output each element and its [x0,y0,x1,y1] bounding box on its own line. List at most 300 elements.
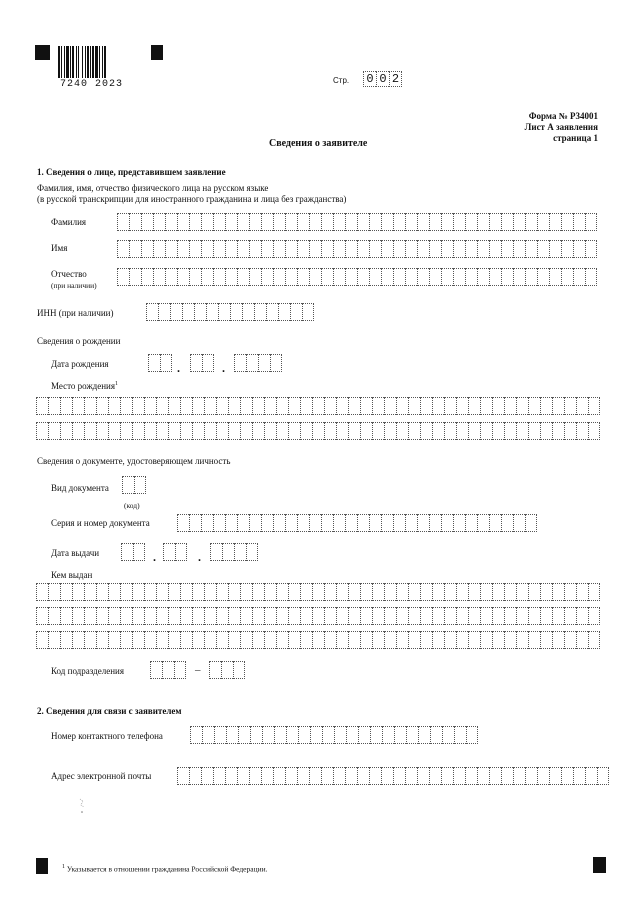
char-cell[interactable] [432,397,444,415]
char-cell[interactable] [240,422,252,440]
char-cell[interactable] [204,422,216,440]
char-cell[interactable] [465,240,477,258]
char-cell[interactable] [216,607,228,625]
char-cell[interactable] [261,268,273,286]
char-cell[interactable] [540,631,552,649]
char-cell[interactable] [381,268,393,286]
char-cell[interactable] [228,607,240,625]
char-cell[interactable] [141,240,153,258]
char-cell[interactable] [573,240,585,258]
char-cell[interactable] [525,514,537,532]
char-cell[interactable] [261,213,273,231]
char-cell[interactable] [48,583,60,601]
char-cell[interactable] [170,303,182,321]
char-cell[interactable] [372,397,384,415]
char-cell[interactable] [240,631,252,649]
char-cell[interactable] [501,240,513,258]
char-cell[interactable] [201,514,213,532]
char-cell[interactable] [225,514,237,532]
char-cell[interactable] [108,631,120,649]
char-cell[interactable] [441,268,453,286]
char-cell[interactable] [297,268,309,286]
char-cell[interactable] [190,354,202,372]
char-cell[interactable] [288,422,300,440]
char-cell[interactable] [117,240,129,258]
char-cell[interactable] [96,422,108,440]
phone-field[interactable] [190,726,478,744]
char-cell[interactable] [420,631,432,649]
char-cell[interactable] [321,268,333,286]
char-cell[interactable] [549,767,561,785]
char-cell[interactable] [576,631,588,649]
char-cell[interactable] [233,661,245,679]
char-cell[interactable] [249,268,261,286]
char-cell[interactable] [213,240,225,258]
char-cell[interactable] [441,767,453,785]
char-cell[interactable] [501,514,513,532]
char-cell[interactable] [369,240,381,258]
char-cell[interactable] [552,583,564,601]
char-cell[interactable] [175,543,187,561]
char-cell[interactable] [585,240,597,258]
char-cell[interactable] [158,303,170,321]
char-cell[interactable] [489,268,501,286]
char-cell[interactable] [492,583,504,601]
char-cell[interactable] [489,213,501,231]
char-cell[interactable] [453,268,465,286]
char-cell[interactable] [189,767,201,785]
birth-year-field[interactable] [234,354,282,372]
char-cell[interactable] [321,514,333,532]
char-cell[interactable] [225,767,237,785]
char-cell[interactable] [336,631,348,649]
char-cell[interactable] [561,240,573,258]
char-cell[interactable] [322,726,334,744]
char-cell[interactable] [252,397,264,415]
char-cell[interactable] [273,268,285,286]
char-cell[interactable] [384,397,396,415]
char-cell[interactable] [202,354,214,372]
char-cell[interactable] [456,607,468,625]
char-cell[interactable] [286,726,298,744]
char-cell[interactable] [537,213,549,231]
char-cell[interactable] [120,607,132,625]
char-cell[interactable] [564,422,576,440]
char-cell[interactable] [417,767,429,785]
char-cell[interactable] [552,397,564,415]
char-cell[interactable] [453,767,465,785]
issued-by-field-line3[interactable] [36,631,600,649]
char-cell[interactable] [216,397,228,415]
char-cell[interactable] [276,631,288,649]
char-cell[interactable] [588,422,600,440]
char-cell[interactable] [372,583,384,601]
char-cell[interactable] [117,213,129,231]
char-cell[interactable] [262,726,274,744]
char-cell[interactable] [406,726,418,744]
char-cell[interactable] [264,583,276,601]
char-cell[interactable] [540,397,552,415]
char-cell[interactable] [552,631,564,649]
char-cell[interactable] [300,631,312,649]
char-cell[interactable] [453,514,465,532]
char-cell[interactable] [252,422,264,440]
char-cell[interactable] [192,583,204,601]
char-cell[interactable] [310,726,322,744]
char-cell[interactable] [216,631,228,649]
char-cell[interactable] [456,583,468,601]
issue-day-field[interactable] [121,543,145,561]
char-cell[interactable] [417,514,429,532]
issue-month-field[interactable] [163,543,187,561]
char-cell[interactable] [405,514,417,532]
char-cell[interactable] [441,240,453,258]
char-cell[interactable] [266,303,278,321]
char-cell[interactable] [201,268,213,286]
char-cell[interactable] [516,397,528,415]
char-cell[interactable] [60,607,72,625]
char-cell[interactable] [357,767,369,785]
char-cell[interactable] [108,422,120,440]
char-cell[interactable] [84,631,96,649]
char-cell[interactable] [585,268,597,286]
char-cell[interactable] [300,422,312,440]
char-cell[interactable] [252,631,264,649]
char-cell[interactable] [477,240,489,258]
char-cell[interactable] [285,514,297,532]
char-cell[interactable] [121,543,133,561]
char-cell[interactable] [309,240,321,258]
char-cell[interactable] [501,268,513,286]
char-cell[interactable] [297,514,309,532]
char-cell[interactable] [177,767,189,785]
char-cell[interactable] [312,631,324,649]
char-cell[interactable] [489,767,501,785]
char-cell[interactable] [441,213,453,231]
char-cell[interactable] [36,397,48,415]
char-cell[interactable] [261,767,273,785]
char-cell[interactable] [168,583,180,601]
char-cell[interactable] [48,422,60,440]
char-cell[interactable] [418,726,430,744]
char-cell[interactable] [477,268,489,286]
char-cell[interactable] [204,583,216,601]
char-cell[interactable] [564,583,576,601]
char-cell[interactable] [201,240,213,258]
char-cell[interactable] [132,583,144,601]
char-cell[interactable] [441,514,453,532]
char-cell[interactable] [192,422,204,440]
char-cell[interactable] [261,240,273,258]
char-cell[interactable] [274,726,286,744]
char-cell[interactable] [237,514,249,532]
char-cell[interactable] [430,726,442,744]
char-cell[interactable] [180,583,192,601]
char-cell[interactable] [168,607,180,625]
char-cell[interactable] [249,240,261,258]
char-cell[interactable] [468,422,480,440]
char-cell[interactable] [214,726,226,744]
char-cell[interactable] [182,303,194,321]
char-cell[interactable] [222,543,234,561]
char-cell[interactable] [216,583,228,601]
char-cell[interactable] [370,726,382,744]
char-cell[interactable] [513,240,525,258]
char-cell[interactable] [297,767,309,785]
char-cell[interactable] [288,631,300,649]
char-cell[interactable] [444,397,456,415]
char-cell[interactable] [454,726,466,744]
char-cell[interactable] [393,240,405,258]
char-cell[interactable] [276,583,288,601]
char-cell[interactable] [516,583,528,601]
char-cell[interactable] [168,631,180,649]
char-cell[interactable] [192,607,204,625]
char-cell[interactable] [238,726,250,744]
char-cell[interactable] [108,607,120,625]
char-cell[interactable] [300,583,312,601]
char-cell[interactable] [213,767,225,785]
char-cell[interactable] [273,213,285,231]
char-cell[interactable] [348,397,360,415]
char-cell[interactable] [180,397,192,415]
char-cell[interactable] [456,397,468,415]
birth-day-field[interactable] [148,354,172,372]
char-cell[interactable] [228,631,240,649]
char-cell[interactable] [288,607,300,625]
char-cell[interactable] [144,583,156,601]
char-cell[interactable] [396,397,408,415]
char-cell[interactable] [528,397,540,415]
char-cell[interactable] [285,268,297,286]
char-cell[interactable] [417,240,429,258]
char-cell[interactable] [60,631,72,649]
char-cell[interactable] [156,422,168,440]
char-cell[interactable] [324,422,336,440]
char-cell[interactable] [492,422,504,440]
char-cell[interactable] [357,514,369,532]
char-cell[interactable] [240,583,252,601]
char-cell[interactable] [405,268,417,286]
char-cell[interactable] [117,268,129,286]
char-cell[interactable] [84,397,96,415]
char-cell[interactable] [405,213,417,231]
char-cell[interactable] [444,607,456,625]
char-cell[interactable] [144,607,156,625]
char-cell[interactable] [150,661,162,679]
char-cell[interactable] [468,583,480,601]
char-cell[interactable] [156,631,168,649]
char-cell[interactable] [573,767,585,785]
char-cell[interactable] [358,726,370,744]
char-cell[interactable] [348,583,360,601]
char-cell[interactable] [513,213,525,231]
char-cell[interactable] [264,422,276,440]
char-cell[interactable] [528,422,540,440]
char-cell[interactable] [345,240,357,258]
char-cell[interactable] [324,583,336,601]
char-cell[interactable] [468,607,480,625]
char-cell[interactable] [324,607,336,625]
char-cell[interactable] [309,268,321,286]
char-cell[interactable] [394,726,406,744]
char-cell[interactable] [504,631,516,649]
char-cell[interactable] [369,767,381,785]
char-cell[interactable] [405,767,417,785]
char-cell[interactable] [36,631,48,649]
char-cell[interactable] [84,583,96,601]
char-cell[interactable] [225,268,237,286]
char-cell[interactable] [60,397,72,415]
char-cell[interactable] [210,543,222,561]
char-cell[interactable] [588,631,600,649]
char-cell[interactable] [357,213,369,231]
char-cell[interactable] [588,397,600,415]
char-cell[interactable] [480,631,492,649]
char-cell[interactable] [309,767,321,785]
char-cell[interactable] [177,213,189,231]
char-cell[interactable] [573,268,585,286]
char-cell[interactable] [129,213,141,231]
char-cell[interactable] [465,767,477,785]
char-cell[interactable] [372,422,384,440]
char-cell[interactable] [156,397,168,415]
char-cell[interactable] [576,607,588,625]
char-cell[interactable] [230,303,242,321]
char-cell[interactable] [264,631,276,649]
char-cell[interactable] [72,422,84,440]
char-cell[interactable] [189,514,201,532]
char-cell[interactable] [465,514,477,532]
char-cell[interactable] [432,422,444,440]
char-cell[interactable] [202,726,214,744]
issue-year-field[interactable] [210,543,258,561]
char-cell[interactable] [261,514,273,532]
char-cell[interactable] [360,583,372,601]
char-cell[interactable] [429,514,441,532]
char-cell[interactable] [513,514,525,532]
char-cell[interactable] [384,631,396,649]
char-cell[interactable] [141,213,153,231]
char-cell[interactable] [108,397,120,415]
char-cell[interactable] [48,607,60,625]
char-cell[interactable] [333,213,345,231]
char-cell[interactable] [537,767,549,785]
char-cell[interactable] [60,422,72,440]
char-cell[interactable] [148,354,160,372]
inn-field[interactable] [146,303,314,321]
char-cell[interactable] [585,767,597,785]
char-cell[interactable] [453,213,465,231]
char-cell[interactable] [96,607,108,625]
char-cell[interactable] [134,476,146,494]
char-cell[interactable] [133,543,145,561]
char-cell[interactable] [312,583,324,601]
char-cell[interactable] [573,213,585,231]
char-cell[interactable] [480,422,492,440]
char-cell[interactable] [228,397,240,415]
char-cell[interactable] [84,422,96,440]
char-cell[interactable] [549,240,561,258]
char-cell[interactable] [357,268,369,286]
char-cell[interactable] [165,240,177,258]
char-cell[interactable] [72,631,84,649]
char-cell[interactable] [345,514,357,532]
char-cell[interactable] [174,661,186,679]
char-cell[interactable] [336,422,348,440]
char-cell[interactable] [357,240,369,258]
char-cell[interactable] [540,422,552,440]
char-cell[interactable] [144,397,156,415]
char-cell[interactable] [516,607,528,625]
char-cell[interactable] [360,607,372,625]
char-cell[interactable] [336,397,348,415]
issued-by-field-line1[interactable] [36,583,600,601]
char-cell[interactable] [564,397,576,415]
char-cell[interactable] [456,631,468,649]
char-cell[interactable] [156,583,168,601]
char-cell[interactable] [345,767,357,785]
char-cell[interactable] [132,422,144,440]
char-cell[interactable] [132,397,144,415]
char-cell[interactable] [477,767,489,785]
char-cell[interactable] [165,213,177,231]
char-cell[interactable] [549,213,561,231]
char-cell[interactable] [408,397,420,415]
char-cell[interactable] [312,607,324,625]
char-cell[interactable] [345,213,357,231]
char-cell[interactable] [288,583,300,601]
char-cell[interactable] [432,583,444,601]
char-cell[interactable] [141,268,153,286]
char-cell[interactable] [525,240,537,258]
char-cell[interactable] [372,607,384,625]
char-cell[interactable] [540,607,552,625]
char-cell[interactable] [396,607,408,625]
birth-place-field-line2[interactable] [36,422,600,440]
char-cell[interactable] [561,213,573,231]
char-cell[interactable] [48,631,60,649]
char-cell[interactable] [420,397,432,415]
char-cell[interactable] [285,767,297,785]
char-cell[interactable] [564,631,576,649]
char-cell[interactable] [324,631,336,649]
char-cell[interactable] [513,268,525,286]
char-cell[interactable] [194,303,206,321]
char-cell[interactable] [120,631,132,649]
char-cell[interactable] [234,543,246,561]
char-cell[interactable] [597,767,609,785]
char-cell[interactable] [384,422,396,440]
char-cell[interactable] [393,514,405,532]
char-cell[interactable] [588,583,600,601]
char-cell[interactable] [72,583,84,601]
char-cell[interactable] [381,213,393,231]
char-cell[interactable] [290,303,302,321]
char-cell[interactable] [189,268,201,286]
char-cell[interactable] [540,583,552,601]
char-cell[interactable] [165,268,177,286]
char-cell[interactable] [252,583,264,601]
char-cell[interactable] [429,240,441,258]
char-cell[interactable] [273,767,285,785]
char-cell[interactable] [237,268,249,286]
char-cell[interactable] [254,303,266,321]
division-code-field-part1[interactable] [150,661,186,679]
char-cell[interactable] [468,397,480,415]
char-cell[interactable] [228,422,240,440]
char-cell[interactable] [108,583,120,601]
